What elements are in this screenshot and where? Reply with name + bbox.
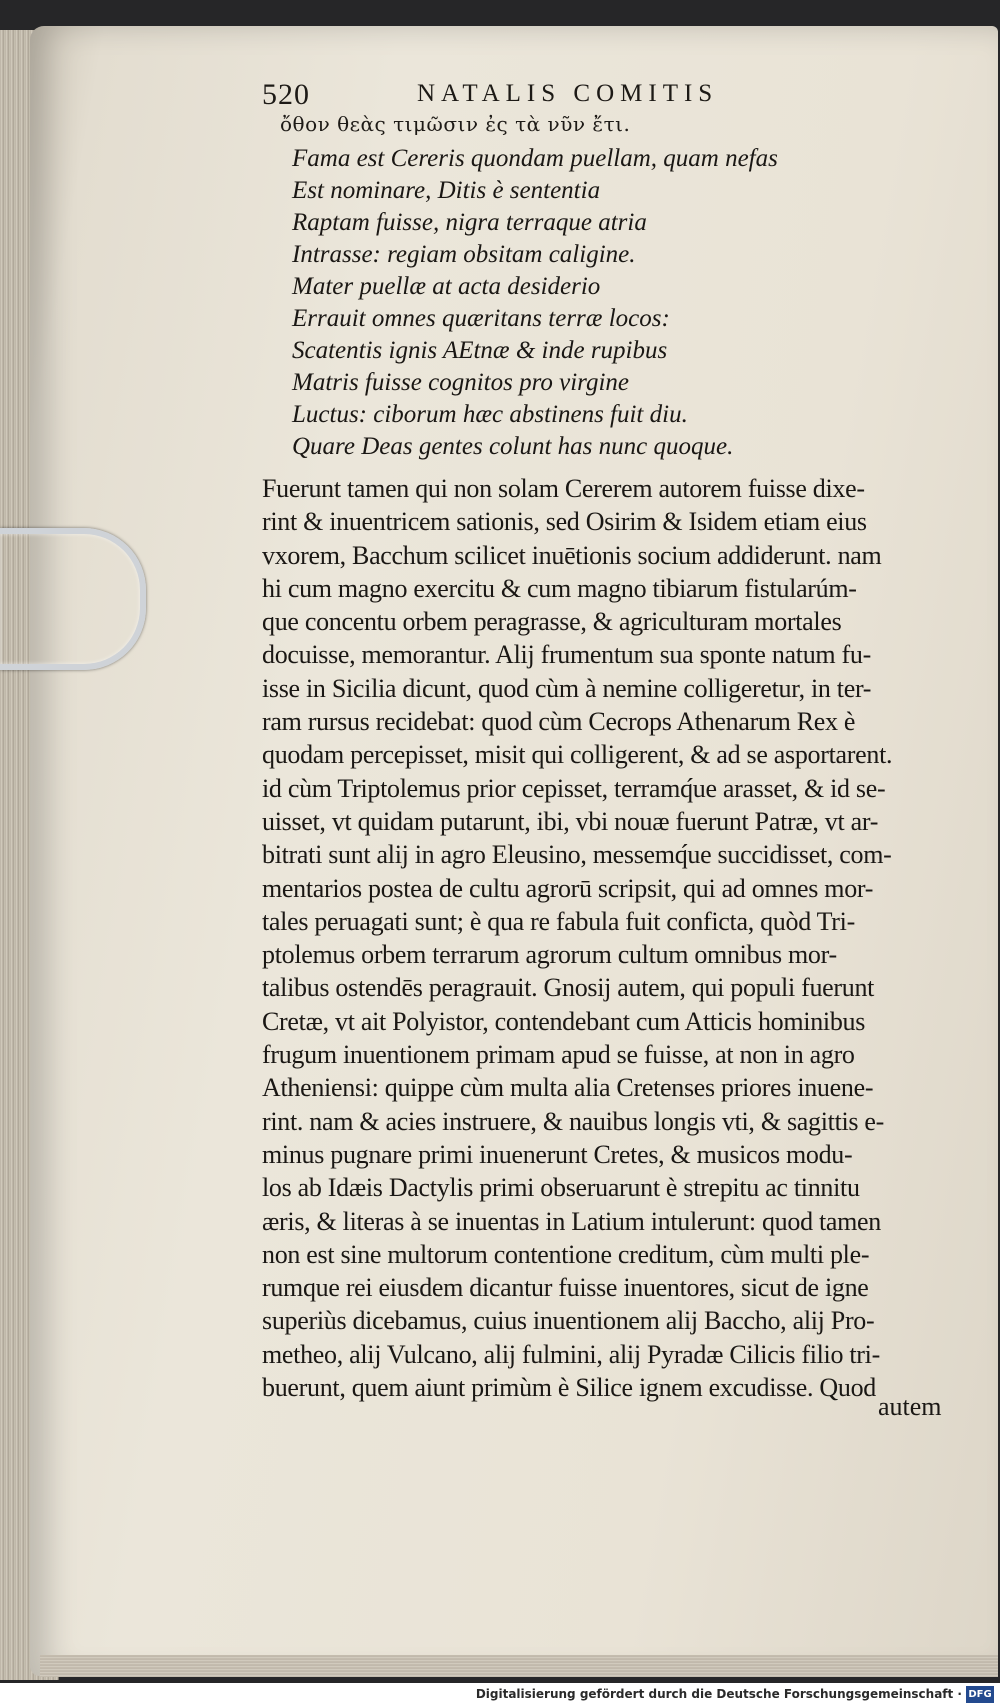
running-title: NATALIS COMITIS bbox=[417, 80, 719, 107]
latin-verse-block bbox=[292, 145, 852, 465]
prose-block bbox=[262, 474, 952, 1406]
prose-line: vxorem, Bacchum scilicet inuētionis socium addiderunt. nam bbox=[262, 540, 882, 570]
prose-line: Atheniensi: quippe cùm multa alia Cretenses priores inuene- bbox=[262, 1073, 874, 1103]
dfg-logo: DFG bbox=[966, 1686, 994, 1703]
verse-line: Quare Deas gentes colunt has nunc quoque. bbox=[292, 433, 734, 460]
prose-line: buerunt, quem aiunt primùm è Silice ignem excudisse. Quod bbox=[262, 1373, 876, 1403]
prose-line: ram rursus recidebat: quod cùm Cecrops Athenarum Rex è bbox=[262, 707, 856, 737]
prose-line: isse in Sicilia dicunt, quod cùm à nemine colligeretur, in ter- bbox=[262, 673, 872, 703]
prose-line: rumque rei eiusdem dicantur fuisse inuentores, sicut de igne bbox=[262, 1273, 869, 1303]
prose-line: talibus ostendēs peragrauit. Gnosij autem, qui populi fuerunt bbox=[262, 973, 875, 1003]
verse-line: Est nominare, Ditis è sententia bbox=[292, 177, 601, 204]
prose-line: superiùs dicebamus, cuius inuentionem alij Baccho, alij Pro- bbox=[262, 1306, 875, 1336]
prose-line: metheo, alij Vulcano, alij fulmini, alij Pyradæ Cilicis filio tri- bbox=[262, 1339, 880, 1369]
verse-line: Intrasse: regiam obsitam caligine. bbox=[292, 241, 636, 268]
verse-line: Raptam fuisse, nigra terraque atria bbox=[292, 209, 647, 236]
verse-line: Luctus: ciborum hæc abstinens fuit diu. bbox=[292, 401, 688, 428]
page-clip bbox=[0, 528, 146, 670]
verse-line: Errauit omnes quæritans terræ locos: bbox=[292, 305, 670, 332]
catchword: autem bbox=[878, 1392, 942, 1421]
prose-line: id cùm Triptolemus prior cepisset, terramq́ue arasset, & id se- bbox=[262, 773, 886, 803]
prose-line: minus pugnare primi inuenerunt Cretes, & musicos modu- bbox=[262, 1139, 853, 1169]
funding-credit: Digitalisierung gefördert durch die Deutsche Forschungsgemeinschaft · bbox=[475, 1687, 962, 1701]
prose-line: hi cum magno exercitu & cum magno tibiarum fistularúm- bbox=[262, 573, 857, 603]
prose-line: rint. nam & acies instruere, & nauibus longis vti, & sagittis e- bbox=[262, 1106, 885, 1136]
prose-line: tales peruagati sunt; è qua re fabula fuit conficta, quòd Tri- bbox=[262, 906, 855, 936]
verse-line: Scatentis ignis AEtnæ & inde rupibus bbox=[292, 337, 668, 364]
prose-line: quodam percepisset, misit qui colligerent, & ad se asportarent. bbox=[262, 740, 893, 770]
footer-bar bbox=[0, 1683, 1000, 1708]
verse-line: Fama est Cereris quondam puellam, quam nefas bbox=[292, 145, 778, 172]
page-number: 520 bbox=[262, 78, 310, 111]
prose-line: ptolemus orbem terrarum agrorum cultum omnibus mor- bbox=[262, 940, 837, 970]
prose-line: frugum inuentionem primam apud se fuisse, at non in agro bbox=[262, 1040, 855, 1070]
prose-line: non est sine multorum contentione creditum, cùm multi ple- bbox=[262, 1239, 870, 1269]
prose-line: æris, & literas à se inuentas in Latium intulerunt: quod tamen bbox=[262, 1206, 881, 1236]
book-bottom-edges bbox=[40, 1655, 998, 1677]
verse-line: Matris fuisse cognitos pro virgine bbox=[292, 369, 630, 396]
greek-verse-line: ὄθον θεὰς τιμῶσιν ἐς τὰ νῦν ἔτι. bbox=[280, 112, 631, 136]
prose-line: docuisse, memorantur. Alij frumentum sua sponte natum fu- bbox=[262, 640, 871, 670]
prose-line: mentarios postea de cultu agrorū scripsit, qui ad omnes mor- bbox=[262, 873, 874, 903]
prose-line: Fuerunt tamen qui non solam Cererem autorem fuisse dixe- bbox=[262, 474, 865, 503]
prose-line: uisset, vt quidam putarunt, ibi, vbi nouæ fuerunt Patræ, vt ar- bbox=[262, 806, 879, 836]
prose-line: los ab Idæis Dactylis primi obseruarunt è strepitu ac tinnitu bbox=[262, 1173, 860, 1203]
verse-line: Mater puellæ at acta desiderio bbox=[292, 273, 601, 300]
prose-line: bitrati sunt alij in agro Eleusino, messemq́ue succidisset, com- bbox=[262, 840, 892, 870]
prose-line: rint & inuentricem sationis, sed Osirim & Isidem etiam eius bbox=[262, 507, 867, 537]
prose-line: Cretæ, vt ait Polyistor, contendebant cum Atticis hominibus bbox=[262, 1006, 866, 1036]
prose-line: que concentu orbem peragrasse, & agriculturam mortales bbox=[262, 607, 842, 637]
